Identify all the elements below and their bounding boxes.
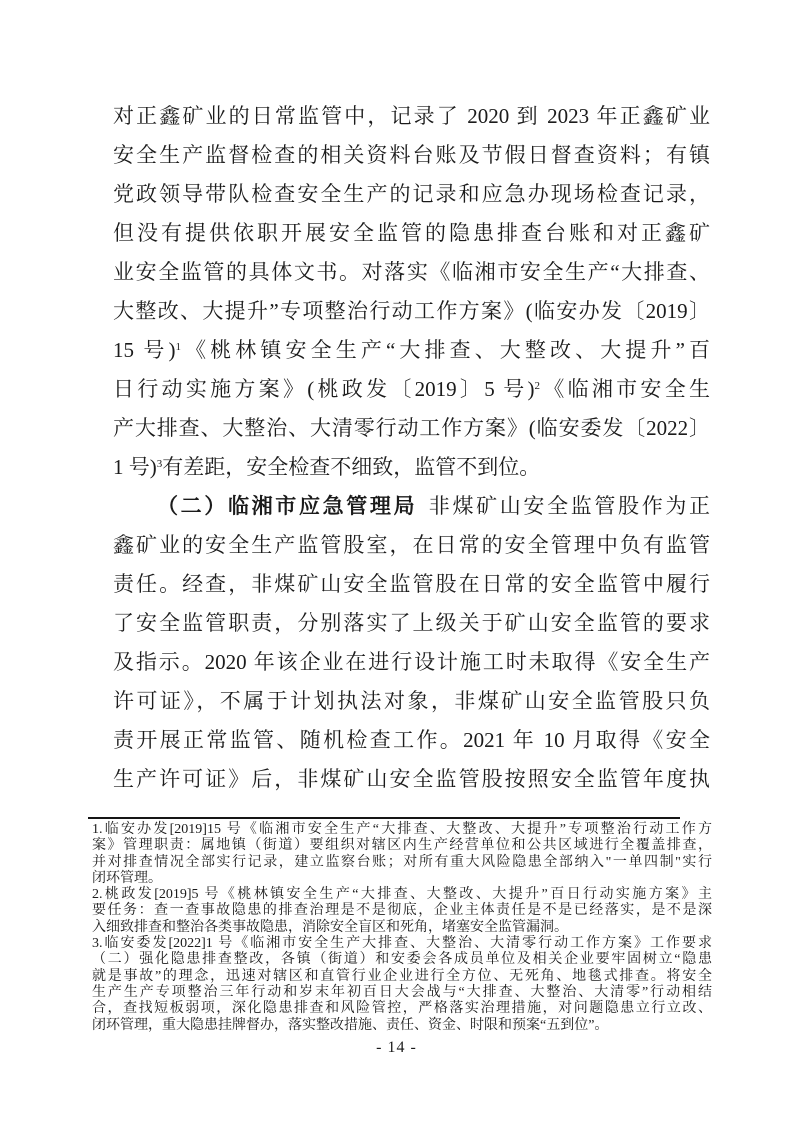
body-text-line: [113, 487, 710, 526]
footnote-ref-1: 1: [175, 341, 181, 353]
footnote-line: 入细致排查和整治各类事故隐患，消除安全盲区和死角，堵塞安全监管漏洞。: [92, 919, 568, 935]
body-text-line: 安全生产监督检查的相关资料台账及节假日督查资料；有镇: [113, 143, 710, 167]
body-text-line: [113, 370, 710, 409]
footnote-line: 生产生产专项整治三年行动和岁末年初百日大会战与“大排查、大整治、大清零”行动相结: [92, 984, 712, 1000]
body-text-line: 鑫矿业的安全生产监管股室，在日常的安全管理中负有监管: [113, 533, 710, 557]
body-text-line: 了安全监管职责，分别落实了上级关于矿山安全监管的要求: [113, 611, 710, 635]
body-text-line: [113, 331, 710, 370]
footnote-line: 1.临安办发[2019]15 号《临湘市安全生产“大排查、大整改、大提升”专项整治行动工作方: [92, 822, 712, 837]
footnote-3: [92, 936, 712, 1034]
body-text-line: 责任。经查，非煤矿山安全监管股在日常的安全监管中履行: [113, 572, 710, 596]
footnote-line: （二）强化隐患排查整改，各镇（街道）和安委会各成员单位及相关企业要牢固树立“隐患: [92, 952, 712, 968]
section-heading: （二）临湘市应急管理局: [157, 494, 418, 518]
footnote-line: 就是事故”的理念，迅速对辖区和直管行业企业进行全方位、无死角、地毯式排查。将安全: [92, 968, 712, 984]
body-text-line: 及指示。2020 年该企业在进行设计施工时未取得《安全生产: [113, 650, 710, 674]
body-text-line: 但没有提供依职开展安全监管的隐患排查台账和对正鑫矿: [113, 221, 710, 245]
body-text-line: 党政领导带队检查安全生产的记录和应急办现场检查记录，: [113, 182, 710, 206]
body-text: [113, 97, 710, 799]
body-text-line: 许可证》，不属于计划执法对象，非煤矿山安全监管股只负: [113, 689, 710, 713]
body-text-line: 大整改、大提升”专项整治行动工作方案》(临安办发〔2019〕: [113, 299, 710, 323]
footnote-line: 案》管理职责：属地镇（街道）要组织对辖区内生产经营单位和公共区域进行全覆盖排查，: [92, 838, 712, 854]
body-text-segment: 有差距，安全检查不细致，监管不到位。: [162, 455, 541, 479]
footnote-line: 闭环管理，重大隐患挂牌督办，落实整改措施、责任、资金、时限和预案“五到位”。: [92, 1017, 609, 1033]
footnote-line: 闭环管理。: [92, 870, 162, 886]
footnote-line: 要任务：查一查事故隐患的排查治理是不是彻底，企业主体责任是不是已经落实，是不是深: [92, 903, 712, 919]
body-text-line: 业安全监管的具体文书。对落实《临湘市安全生产“大排查、: [113, 260, 710, 284]
body-text-line: 生产许可证》后，非煤矿山安全监管股按照安全监管年度执: [113, 767, 710, 791]
footnote-line: 2.桃政发[2019]5 号《桃林镇安全生产“大排查、大整改、大提升”百日行动实施方案》主: [92, 887, 712, 903]
body-text-segment: 日行动实施方案》(桃政发〔2019〕5 号): [113, 377, 535, 401]
body-text-line: [113, 448, 710, 487]
footnote-2: [92, 887, 712, 936]
body-text-segment: 15 号): [113, 338, 176, 362]
body-text-line: 产大排查、大整治、大清零行动工作方案》(临安委发〔2022〕: [113, 416, 710, 440]
body-text-segment: 1 号): [113, 455, 157, 479]
page-number: - 14 -: [376, 1039, 417, 1056]
body-text-line: 对正鑫矿业的日常监管中，记录了 2020 到 2023 年正鑫矿业: [113, 104, 710, 128]
body-text-segment: 《临湘市安全生: [540, 377, 710, 401]
footnote-ref-2: 2: [534, 380, 541, 392]
footnotes: [92, 822, 712, 1034]
footnote-line: 并对排查情况全部实行记录，建立监察台账；对所有重大风险隐患全部纳入"一单四制"实行: [92, 854, 712, 870]
body-text-line: 责开展正常监管、随机检查工作。2021 年 10 月取得《安全: [113, 728, 710, 752]
body-text-segment: 非煤矿山安全监管股作为正: [428, 494, 711, 518]
footnote-line: 合，查找短板弱项，深化隐患排查和风险管控，严格落实治理措施，对问题隐患立行立改、: [92, 1001, 712, 1017]
footnote-ref-3: 3: [156, 458, 163, 470]
body-text-segment: 《桃林镇安全生产“大排查、大整改、大提升”百: [180, 338, 711, 362]
footnote-1: [92, 822, 712, 887]
footnote-separator: [88, 817, 680, 819]
footnote-line: 3.临安委发[2022]1 号《临湘市安全生产大排查、大整治、大清零行动工作方案》工作要求: [92, 936, 712, 952]
